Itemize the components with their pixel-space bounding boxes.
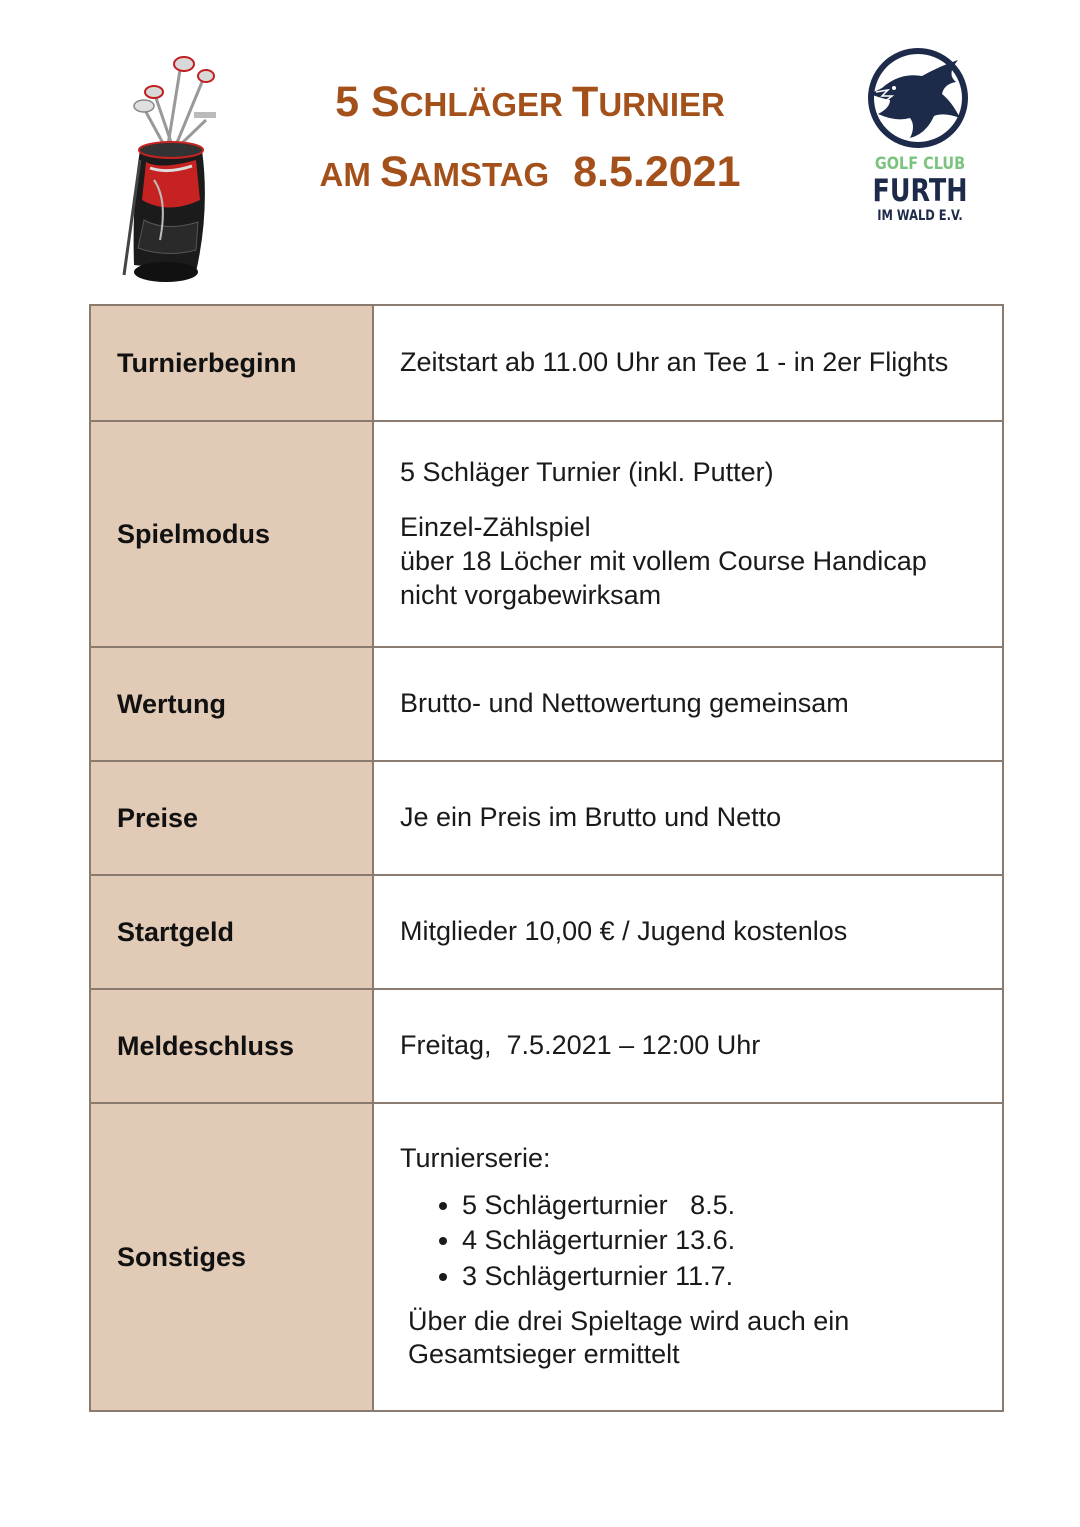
row-value <box>373 421 1003 647</box>
title-line-2 <box>250 148 810 197</box>
title-part: S <box>379 148 409 196</box>
title-part: AM <box>319 156 380 193</box>
logo-line-1: GOLF CLUB <box>874 154 966 174</box>
list-item: • 5 Schlägerturnier 8.5. <box>462 1188 982 1224</box>
crocodile-emblem-icon <box>860 42 980 152</box>
table-row <box>90 761 1003 875</box>
table-row <box>90 305 1003 421</box>
row-label: Sonstiges <box>90 1103 373 1411</box>
title-part: CHLÄGER <box>399 86 573 123</box>
logo-line-2: FURTH <box>872 173 968 209</box>
title-part: URNIER <box>598 86 725 123</box>
table-row <box>90 421 1003 647</box>
row-label: Turnierbeginn <box>90 305 373 421</box>
spielmodus-line: Einzel-Zählspiel <box>400 512 591 543</box>
table-row <box>90 1103 1003 1411</box>
list-item: • 4 Schlägerturnier 13.6. <box>462 1223 982 1259</box>
row-label: Preise <box>90 761 373 875</box>
row-value <box>373 1103 1003 1411</box>
title-part: T <box>572 78 599 126</box>
row-label: Meldeschluss <box>90 989 373 1103</box>
title-part: 5 S <box>335 78 400 126</box>
spielmodus-line: 5 Schläger Turnier (inkl. Putter) <box>400 456 774 487</box>
row-label: Startgeld <box>90 875 373 989</box>
title-date: 8.5.2021 <box>549 148 741 196</box>
logo-line-3: IM WALD E.V. <box>877 208 963 224</box>
row-value: Je ein Preis im Brutto und Netto <box>373 761 1003 875</box>
sonstiges-intro: Turnierserie: <box>400 1142 551 1173</box>
list-item: • 3 Schlägerturnier 11.7. <box>462 1259 982 1295</box>
title-part: AMSTAG <box>408 156 550 193</box>
table-row <box>90 647 1003 761</box>
row-label: Spielmodus <box>90 421 373 647</box>
title-line-1 <box>250 78 810 127</box>
golf-bag-image <box>110 50 230 292</box>
sonstiges-footer: Gesamtsieger ermittelt <box>408 1339 680 1370</box>
sonstiges-footer: Über die drei Spieltage wird auch ein <box>408 1305 850 1336</box>
tournament-info-table <box>89 304 1004 1412</box>
club-logo <box>860 42 980 232</box>
row-value: Brutto- und Nettowertung gemeinsam <box>373 647 1003 761</box>
spielmodus-line: nicht vorgabewirksam <box>400 579 662 610</box>
row-value: Freitag, 7.5.2021 – 12:00 Uhr <box>373 989 1003 1103</box>
table-row <box>90 989 1003 1103</box>
row-label: Wertung <box>90 647 373 761</box>
tournament-series-list <box>400 1188 982 1295</box>
row-value: Mitglieder 10,00 € / Jugend kostenlos <box>373 875 1003 989</box>
row-value: Zeitstart ab 11.00 Uhr an Tee 1 - in 2er Flights <box>373 305 1003 421</box>
spielmodus-line: über 18 Löcher mit vollem Course Handicap <box>400 546 927 576</box>
table-row <box>90 875 1003 989</box>
